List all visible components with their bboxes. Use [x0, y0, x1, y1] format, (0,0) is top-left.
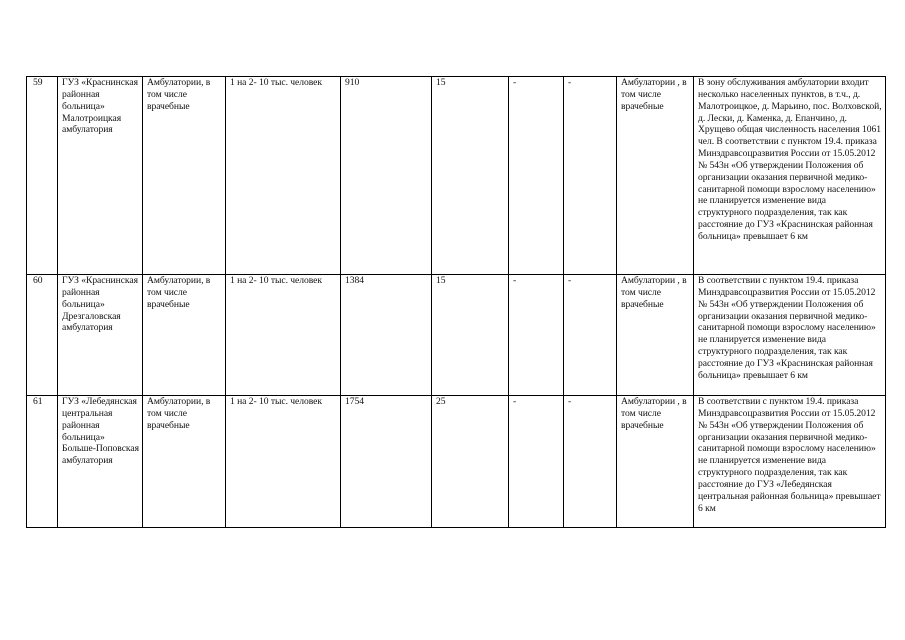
norm: 1 на 2- 10 тыс. человек — [226, 396, 341, 528]
col-8-value: - — [564, 275, 617, 396]
planned-facility-type: Амбулатории , в том числе врачебные — [617, 77, 694, 275]
institution-name: ГУЗ «Лебедянская центральная районная больница» Больше-Поповская амбулатория — [58, 396, 143, 528]
table-row — [27, 77, 886, 275]
norm: 1 на 2- 10 тыс. человек — [226, 77, 341, 275]
planned-facility-type: Амбулатории , в том числе врачебные — [617, 275, 694, 396]
row-number: 61 — [27, 396, 58, 528]
row-number: 59 — [27, 77, 58, 275]
facility-type: Амбулатории, в том числе врачебные — [143, 275, 226, 396]
planned-facility-type: Амбулатории , в том числе врачебные — [617, 396, 694, 528]
population: 1384 — [341, 275, 432, 396]
distance: 15 — [432, 275, 509, 396]
row-number: 60 — [27, 275, 58, 396]
distance: 25 — [432, 396, 509, 528]
facility-type: Амбулатории, в том числе врачебные — [143, 77, 226, 275]
institution-name: ГУЗ «Краснинская районная больница» Дрезгаловская амбулатория — [58, 275, 143, 396]
col-8-value: - — [564, 396, 617, 528]
note: В соответствии с пунктом 19.4. приказа Минздравсоцразвития России от 15.05.2012 № 543н «Об утверждении Положения об организации оказания первичной медико-санитарной помощи взрослому населению» не планируется изменение вида структурного подразделения, так как расстояние до ГУЗ «Краснинская районная больница» превышает 6 км — [694, 275, 886, 396]
institution-name: ГУЗ «Краснинская районная больница» Малотроицкая амбулатория — [58, 77, 143, 275]
col-7-value: - — [509, 77, 564, 275]
facilities-table — [26, 76, 886, 528]
facility-type: Амбулатории, в том числе врачебные — [143, 396, 226, 528]
table-row — [27, 275, 886, 396]
col-7-value: - — [509, 396, 564, 528]
distance: 15 — [432, 77, 509, 275]
note: В соответствии с пунктом 19.4. приказа Минздравсоцразвития России от 15.05.2012 № 543н «Об утверждении Положения об организации оказания первичной медико-санитарной помощи взрослому населению» не планируется изменение вида структурного подразделения, так как расстояние до ГУЗ «Лебедянская центральная районная больница» превышает 6 км — [694, 396, 886, 528]
population: 1754 — [341, 396, 432, 528]
note: В зону обслуживания амбулатории входит несколько населенных пунктов, в т.ч., д. Малотроицкое, д. Марьино, пос. Волховской, д. Лески, д. Каменка, д. Епанчино, д. Хрущево общая численность населения 1061 чел. В соответствии с пунктом 19.4. приказа Минздравсоцразвития России от 15.05.2012 № 543н «Об утверждении Положения об организации оказания первичной медико-санитарной помощи взрослому населению» не планируется изменение вида структурного подразделения, так как расстояние до ГУЗ «Краснинская районная больница» превышает 6 км — [694, 77, 886, 275]
population: 910 — [341, 77, 432, 275]
table-row — [27, 396, 886, 528]
norm: 1 на 2- 10 тыс. человек — [226, 275, 341, 396]
col-8-value: - — [564, 77, 617, 275]
col-7-value: - — [509, 275, 564, 396]
